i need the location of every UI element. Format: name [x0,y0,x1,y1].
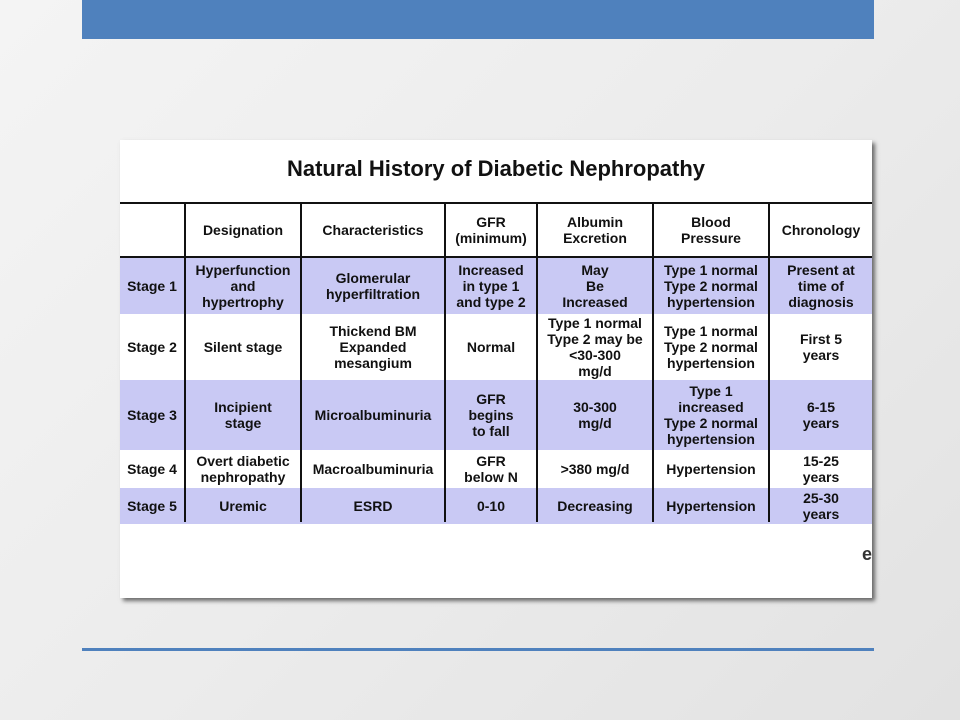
header-cell-gfr: GFR (minimum) [455,214,527,246]
albumin-cell: May Be Increased [562,262,628,310]
albumin-cell: Decreasing [557,498,633,514]
column-divider [184,204,186,522]
designation-cell: Overt diabetic nephropathy [196,453,290,485]
column-divider [300,204,302,522]
top-accent-bar [82,0,874,39]
table-title: Natural History of Diabetic Nephropathy [286,156,706,181]
blood-pressure-cell: Type 1 normal Type 2 normal hypertension [664,323,758,371]
characteristics-cell: Microalbuminuria [314,407,432,423]
nephropathy-table [120,202,872,524]
chronology-cell: 15-25 years [802,453,840,485]
characteristics-cell: Thickend BM Expanded mesangium [329,323,417,371]
stage-cell: Stage 5 [127,498,177,514]
column-divider [444,204,446,522]
blood-pressure-cell: Hypertension [666,498,756,514]
albumin-cell: >380 mg/d [560,461,630,477]
gfr-cell: GFR below N [464,453,518,485]
column-divider [652,204,654,522]
blood-pressure-cell: Type 1 normal Type 2 normal hypertension [664,262,758,310]
header-cell-chronology: Chronology [781,222,861,238]
table-row-stage-4 [120,450,872,488]
designation-cell: Hyperfunction and hypertrophy [195,262,291,310]
albumin-cell: 30-300 mg/d [573,399,617,431]
header-cell-characteristics: Characteristics [322,222,424,238]
header-cell-blood-pressure: Blood Pressure [681,214,741,246]
characteristics-cell: ESRD [353,498,393,514]
table-row-stage-1 [120,258,872,314]
header-cell-designation: Designation [202,222,284,238]
gfr-cell: GFR begins to fall [468,391,514,439]
albumin-cell: Type 1 normal Type 2 may be <30-300 mg/d [547,315,643,379]
gfr-cell: Normal [466,339,516,355]
table-row-stage-3 [120,380,872,450]
designation-cell: Silent stage [203,339,283,355]
characteristics-cell: Macroalbuminuria [312,461,434,477]
header-cell-blank [120,204,184,256]
column-divider [768,204,770,522]
table-row-stage-2 [120,314,872,380]
stage-cell: Stage 3 [127,407,177,423]
corner-glyph: e [861,544,872,564]
bottom-accent-rule [82,648,874,651]
characteristics-cell: Glomerular hyperfiltration [325,270,421,302]
blood-pressure-cell: Hypertension [666,461,756,477]
stage-cell: Stage 4 [127,461,177,477]
table-image [120,140,872,598]
table-row-stage-5 [120,488,872,524]
stage-cell: Stage 2 [127,339,177,355]
header-cell-albumin: Albumin Excretion [563,214,627,246]
gfr-cell: Increased in type 1 and type 2 [456,262,526,310]
chronology-cell: Present at time of diagnosis [787,262,855,310]
blood-pressure-cell: Type 1 increased Type 2 normal hypertension [664,383,758,447]
chronology-cell: 6-15 years [802,399,840,431]
chronology-cell: 25-30 years [802,490,840,522]
gfr-cell: 0-10 [476,498,506,514]
chronology-cell: First 5 years [799,331,842,363]
stage-cell: Stage 1 [127,278,177,294]
designation-cell: Incipient stage [214,399,272,431]
column-divider [536,204,538,522]
designation-cell: Uremic [219,498,267,514]
table-header-row [120,204,872,258]
